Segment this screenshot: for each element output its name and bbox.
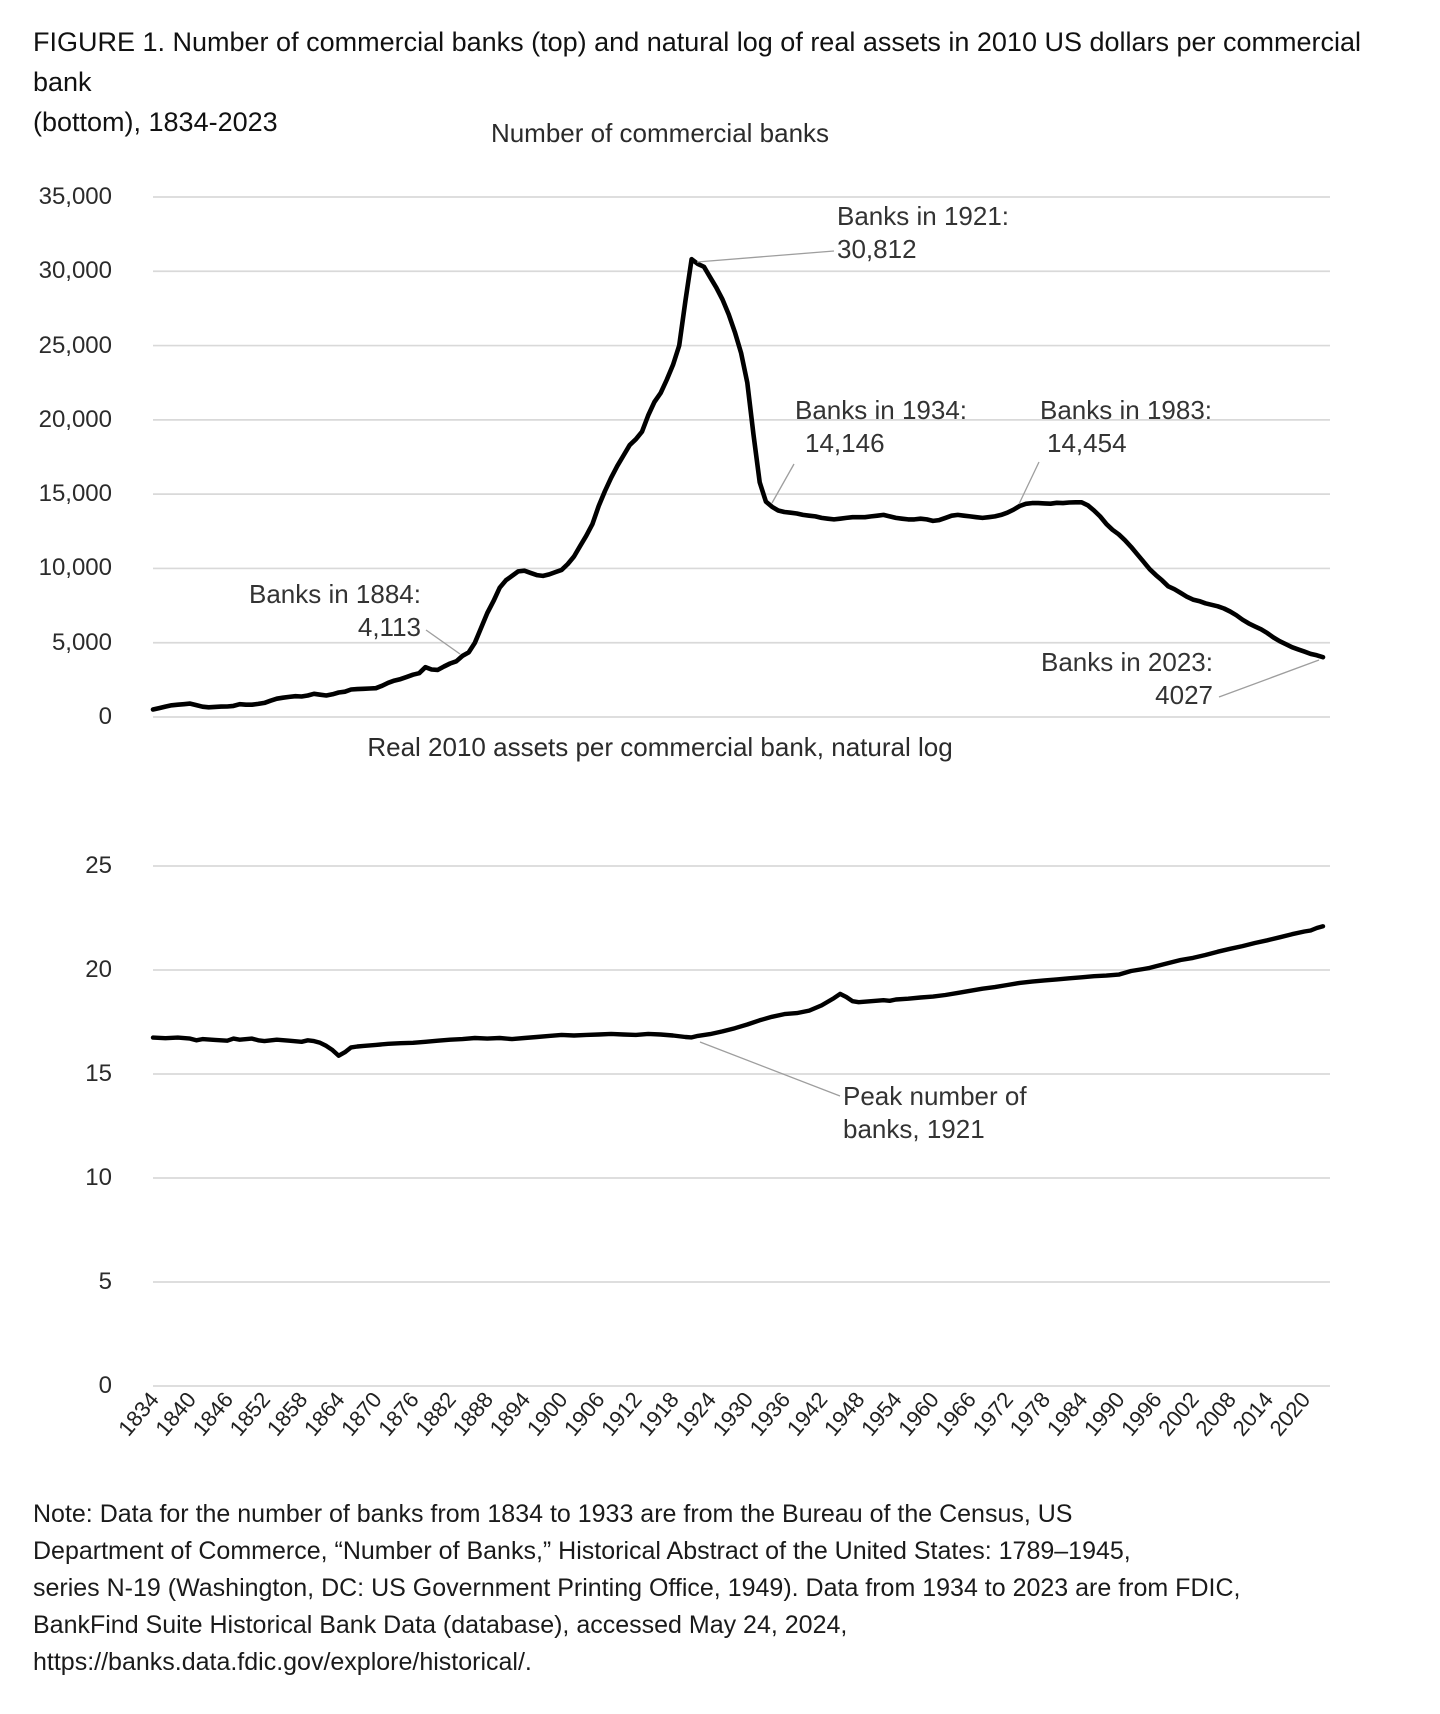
x-tick-label: 1834	[113, 1387, 164, 1441]
annotation-a1884	[249, 578, 421, 644]
y-tick-label: 15,000	[38, 480, 112, 508]
y-tick-label: 20	[85, 956, 112, 983]
note-line: series N-19 (Washington, DC: US Government Printing Office, 1949). Data from 1934 to 2023 are from FDIC,	[33, 1574, 1241, 1602]
x-tick-label: 2020	[1264, 1387, 1316, 1441]
annotation-line: 14,146	[805, 428, 885, 458]
y-tick-label: 0	[98, 703, 112, 730]
y-tick-label: 30,000	[38, 257, 112, 285]
x-tick-label: 1978	[1004, 1387, 1056, 1441]
x-tick-label: 1990	[1078, 1387, 1130, 1441]
y-tick-label: 35,000	[38, 183, 112, 210]
x-tick-label: 1918	[633, 1387, 684, 1441]
x-tick-label: 1870	[336, 1387, 387, 1441]
annotation-callout-line	[1019, 462, 1039, 504]
x-tick-label: 1960	[893, 1387, 944, 1441]
x-tick-label: 1852	[224, 1387, 276, 1441]
note-line: BankFind Suite Historical Bank Data (database), accessed May 24, 2024,	[33, 1611, 848, 1639]
annotation-a1934	[795, 394, 967, 460]
annotation-a1983	[1040, 394, 1212, 460]
annotation-line: 14,454	[1047, 428, 1127, 458]
x-tick-label: 2008	[1190, 1387, 1241, 1441]
x-tick-label: 1876	[373, 1387, 424, 1441]
x-tick-label: 1966	[930, 1387, 981, 1441]
x-tick-label: 1888	[447, 1387, 499, 1441]
x-tick-label: 1936	[744, 1387, 796, 1441]
x-tick-label: 2014	[1227, 1387, 1279, 1441]
annotation-line: Banks in 1884:	[248, 579, 421, 609]
figure-title-line2: (bottom), 1834-2023	[33, 107, 278, 137]
x-tick-label: 1840	[150, 1387, 201, 1441]
x-tick-label: 1900	[521, 1387, 573, 1441]
x-tick-label: 1930	[707, 1387, 759, 1441]
y-tick-label: 10,000	[38, 554, 112, 582]
x-tick-label: 1846	[187, 1387, 239, 1441]
x-tick-label: 1972	[967, 1387, 1019, 1441]
annotation-callout-line	[697, 251, 834, 262]
x-tick-label: 1996	[1116, 1387, 1167, 1441]
x-tick-label: 1984	[1041, 1387, 1093, 1441]
annotation-line: 4,113	[357, 612, 421, 642]
y-tick-label: 5	[98, 1268, 112, 1295]
y-tick-label: 25,000	[38, 331, 112, 359]
annotation-callout-line	[1219, 660, 1319, 697]
x-tick-label: 1864	[298, 1387, 350, 1441]
source-note	[33, 1496, 1240, 1681]
x-tick-label: 1942	[781, 1387, 833, 1441]
x-tick-label: 1882	[410, 1387, 461, 1441]
annotation-line: Peak number of	[843, 1081, 1027, 1111]
annotation-line: 30,812	[837, 234, 917, 264]
note-line: Note: Data for the number of banks from 1834 to 1933 are from the Bureau of the Census, US	[33, 1500, 1073, 1528]
y-tick-label: 0	[98, 1372, 112, 1399]
annotation-line: banks, 1921	[843, 1114, 985, 1144]
annotation-a2023	[1041, 646, 1213, 712]
x-tick-label: 1912	[596, 1387, 647, 1441]
annotation-line: Banks in 1983:	[1040, 395, 1213, 425]
annotation-a1921	[837, 200, 1009, 266]
x-tick-label: 1906	[558, 1387, 610, 1441]
bottom-chart-title: Real 2010 assets per commercial bank, natural log	[367, 732, 953, 762]
x-tick-label: 1858	[261, 1387, 313, 1441]
x-tick-label: 1924	[670, 1387, 721, 1441]
x-tick-label: 1894	[484, 1387, 536, 1441]
x-tick-label: 1948	[818, 1387, 870, 1441]
annotation-line: 4027	[1155, 680, 1213, 710]
annotation-line: Banks in 2023:	[1040, 647, 1213, 677]
x-tick-label: 1954	[856, 1387, 907, 1441]
top-chart-title: Number of commercial banks	[490, 118, 830, 148]
annotation-line: Banks in 1921:	[837, 201, 1010, 231]
y-tick-label: 15	[85, 1060, 112, 1087]
y-tick-label: 5,000	[51, 628, 112, 656]
y-tick-label: 10	[85, 1164, 112, 1191]
x-tick-label: 2002	[1153, 1387, 1204, 1441]
note-line: https://banks.data.fdic.gov/explore/historical/.	[33, 1648, 532, 1676]
annotation-apeak	[843, 1080, 1027, 1146]
series-line	[153, 926, 1323, 1055]
annotation-line: Banks in 1934:	[795, 395, 968, 425]
figure-title-line1: FIGURE 1. Number of commercial banks (top) and natural log of real assets in 2010 US dollars per commercial bank	[33, 27, 1362, 97]
note-line: Department of Commerce, “Number of Banks,” Historical Abstract of the United States: 1789–1945,	[33, 1537, 1131, 1565]
annotation-callout-line	[700, 1042, 840, 1096]
y-tick-label: 20,000	[38, 405, 112, 433]
y-tick-label: 25	[85, 852, 112, 879]
annotation-callout-line	[772, 464, 794, 503]
